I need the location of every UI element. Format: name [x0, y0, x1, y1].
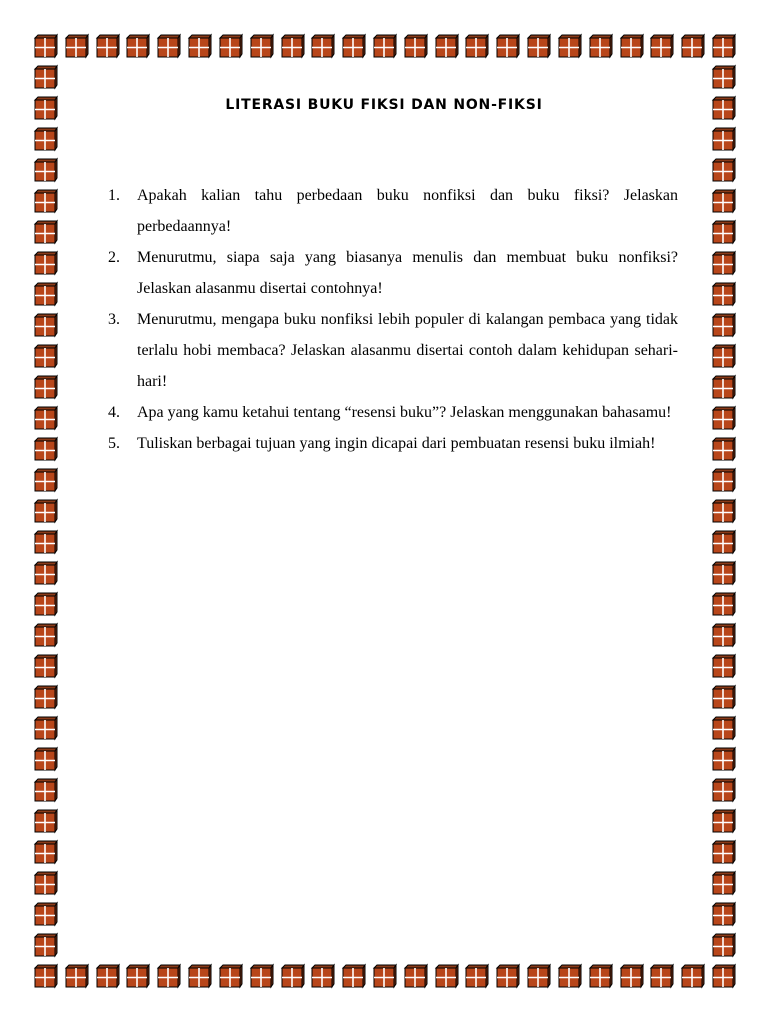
gift-box-icon [35, 655, 57, 677]
gift-box-icon [127, 965, 149, 987]
gift-box-icon [127, 35, 149, 57]
gift-box-icon [312, 965, 334, 987]
gift-box-icon [713, 655, 735, 677]
gift-box-icon [713, 35, 735, 57]
gift-box-icon [713, 593, 735, 615]
gift-box-icon [436, 965, 458, 987]
gift-box-icon [497, 965, 519, 987]
gift-box-icon [251, 965, 273, 987]
question-list [108, 180, 678, 459]
gift-box-icon [713, 252, 735, 274]
gift-box-icon [713, 407, 735, 429]
gift-box-icon [713, 717, 735, 739]
gift-box-icon [713, 841, 735, 863]
gift-box-icon [713, 872, 735, 894]
gift-box-icon [590, 965, 612, 987]
gift-box-icon [35, 624, 57, 646]
gift-box-icon [35, 841, 57, 863]
gift-box-icon [466, 965, 488, 987]
gift-box-icon [35, 283, 57, 305]
gift-box-icon [35, 252, 57, 274]
gift-box-icon [282, 35, 304, 57]
gift-box-icon [621, 35, 643, 57]
question-number: 3. [108, 311, 120, 328]
question-item [108, 397, 678, 428]
gift-box-icon [35, 531, 57, 553]
gift-box-icon [713, 562, 735, 584]
gift-box-icon [713, 810, 735, 832]
gift-box-icon [35, 903, 57, 925]
gift-box-icon [405, 35, 427, 57]
gift-box-icon [35, 376, 57, 398]
gift-box-icon [713, 469, 735, 491]
gift-box-icon [97, 965, 119, 987]
gift-box-icon [682, 35, 704, 57]
gift-box-icon [35, 66, 57, 88]
gift-box-icon [35, 593, 57, 615]
question-item [108, 304, 678, 397]
gift-box-icon [35, 562, 57, 584]
gift-box-icon [713, 438, 735, 460]
gift-box-icon [713, 314, 735, 336]
gift-box-icon [220, 965, 242, 987]
gift-box-icon [343, 35, 365, 57]
gift-box-icon [713, 190, 735, 212]
question-item [108, 242, 678, 304]
question-text: Apakah kalian tahu perbedaan buku nonfiksi dan buku fiksi? Jelaskan perbedaannya! [137, 187, 678, 235]
gift-box-icon [35, 872, 57, 894]
gift-box-icon [713, 128, 735, 150]
gift-box-icon [189, 965, 211, 987]
gift-box-icon [35, 717, 57, 739]
gift-box-icon [35, 779, 57, 801]
gift-box-icon [35, 810, 57, 832]
gift-box-icon [35, 934, 57, 956]
gift-box-icon [713, 965, 735, 987]
gift-box-icon [713, 934, 735, 956]
gift-box-icon [682, 965, 704, 987]
gift-box-icon [651, 965, 673, 987]
gift-box-icon [713, 66, 735, 88]
gift-box-icon [466, 35, 488, 57]
gift-box-icon [158, 965, 180, 987]
question-number: 5. [108, 435, 120, 452]
gift-box-icon [528, 35, 550, 57]
gift-box-icon [189, 35, 211, 57]
gift-box-icon [713, 283, 735, 305]
gift-box-icon [590, 35, 612, 57]
gift-box-icon [35, 965, 57, 987]
gift-box-icon [66, 965, 88, 987]
gift-box-icon [713, 748, 735, 770]
gift-box-icon [713, 531, 735, 553]
gift-box-icon [713, 376, 735, 398]
page-title: LITERASI BUKU FIKSI DAN NON-FIKSI [225, 97, 543, 113]
gift-box-icon [220, 35, 242, 57]
gift-box-icon [436, 35, 458, 57]
question-number: 2. [108, 249, 120, 266]
gift-box-icon [713, 686, 735, 708]
gift-box-icon [713, 500, 735, 522]
gift-box-icon [35, 407, 57, 429]
gift-box-icon [35, 314, 57, 336]
gift-box-icon [97, 35, 119, 57]
gift-box-icon [713, 345, 735, 367]
gift-box-icon [35, 128, 57, 150]
gift-box-icon [713, 624, 735, 646]
question-text: Tuliskan berbagai tujuan yang ingin dicapai dari pembuatan resensi buku ilmiah! [137, 435, 656, 452]
gift-box-icon [35, 438, 57, 460]
question-text: Apa yang kamu ketahui tentang “resensi buku”? Jelaskan menggunakan bahasamu! [137, 404, 672, 421]
gift-box-icon [343, 965, 365, 987]
gift-box-icon [251, 35, 273, 57]
gift-box-icon [282, 965, 304, 987]
question-text: Menurutmu, siapa saja yang biasanya menulis dan membuat buku nonfiksi? Jelaskan alasanmu disertai contohnya! [137, 249, 678, 297]
gift-box-icon [374, 965, 396, 987]
gift-box-icon [35, 345, 57, 367]
question-text: Menurutmu, mengapa buku nonfiksi lebih populer di kalangan pembaca yang tidak terlalu hobi membaca? Jelaskan alasanmu disertai contoh dalam kehidupan sehari-hari! [137, 311, 678, 390]
gift-box-icon [374, 35, 396, 57]
question-item [108, 428, 678, 459]
gift-box-icon [35, 469, 57, 491]
gift-box-icon [405, 965, 427, 987]
question-number: 4. [108, 404, 120, 421]
gift-box-icon [497, 35, 519, 57]
gift-box-icon [528, 965, 550, 987]
gift-box-icon [713, 221, 735, 243]
question-item [108, 180, 678, 242]
gift-box-icon [35, 500, 57, 522]
gift-box-icon [35, 35, 57, 57]
gift-box-icon [158, 35, 180, 57]
gift-box-icon [713, 903, 735, 925]
question-number: 1. [108, 187, 120, 204]
gift-box-icon [66, 35, 88, 57]
gift-box-icon [35, 686, 57, 708]
gift-box-icon [35, 748, 57, 770]
gift-box-icon [559, 965, 581, 987]
gift-box-icon [35, 159, 57, 181]
gift-box-icon [621, 965, 643, 987]
gift-box-icon [35, 190, 57, 212]
gift-box-icon [559, 35, 581, 57]
gift-box-icon [651, 35, 673, 57]
gift-box-icon [312, 35, 334, 57]
gift-box-icon [35, 221, 57, 243]
gift-box-icon [713, 779, 735, 801]
gift-box-icon [713, 159, 735, 181]
